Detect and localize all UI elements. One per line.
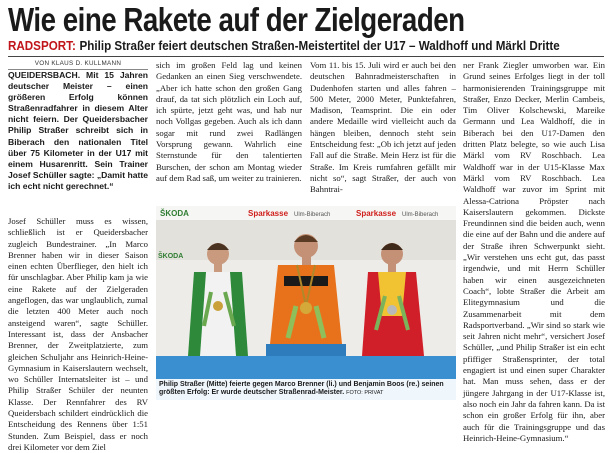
podium-illustration (156, 206, 456, 400)
subline-text: Philip Straßer feiert deutschen Straßen-Meistertitel der U17 – Waldhoff und Märkl Dritte (79, 39, 560, 53)
lead-paragraph (8, 70, 148, 208)
lead-text: Mit 15 Jahren deutscher Meister – einen größeren Erfolg können Straßenradfahrer in diesem Alter nicht feiern. Der Queidersbacher Philip Straßer schreibt sich in Biberach den nationalen Titel über 75 Kilometer in der U17 mit einem Husarenritt. Sein Trainer Josef Schüller sagte: „Damit hatte ich echt nicht gerechnet.“ (8, 70, 148, 191)
body-column-3: Vom 11. bis 15. Juli wird er auch bei den deutschen Bahnradmeisterschaften in Dudenhofen starten und alles fahren – 500 Meter, 2000 Meter, Punktefahren, Madison, Teamsprint. Die ein oder andere Medaille wird vielleicht auch da hängen bleiben, dennoch steht sein Entscheidung fest: „Ob ich jetzt auf jeden Fall auf die Straße. Mein Herz ist für die Straße. Im Kreis rumfahren gefällt mir nicht so“, sagt Straßer, der auch von Bahntrai- (310, 60, 456, 195)
podium-step-first (266, 344, 346, 356)
body-column-2: sich im großen Feld lag und keinen Gedanken an einen Sieg verschwendete. „Aber ich hatte schon den großen Gang drauf, da tat sich plötzlich ein Loch auf, ich spürte, jetzt geht was, und hab nur noch Vollgas gegeben. Auch als ich dann sogar mit rund zwei Radlängen Vorsprung gewann. Wahrlich eine Sternstunde für den talentierten Burschen, der schon am Montag wieder auf dem Rad saß, um weiter zu trainieren. (156, 60, 302, 183)
sponsor-logo: ŠKODA (158, 253, 184, 260)
dateline: QUEIDERSBACH. (8, 70, 81, 80)
article-subline (8, 39, 560, 53)
section-kicker: RADSPORT: (8, 39, 76, 53)
sponsor-logo: Ulm-Biberach (402, 212, 439, 218)
sponsor-logo: Ulm-Biberach (294, 212, 331, 218)
headline-rule (8, 56, 604, 57)
sponsor-logo: Sparkasse (248, 209, 289, 218)
sponsor-logo: ŠKODA (160, 209, 189, 218)
body-column-1: Josef Schüller muss es wissen, schließlich ist er Queidersbacher zugleich Bundestrainer. „In Marco Brenner haben wir in dieser Saison einen echten Überflieger, den hielt ich für unschlagbar. Aber Philip kam ja wie eine Rakete auf der Zielgeraden angeflogen, das war unglaublich, zumal die letzten 400 Meter auch noch ansteigend waren“, sagte Schüller. Interessant ist, dass der Ansbacher Brenner, der Zweitplatzierte, zum gleichen Schuljahr ans Heinrich-Heine-Gymnasium in Kaiserslautern wechselt, wo Schüller Internatsleiter ist – und Philip Straßer Schüler der neunten Klasse. Der Rennfahrer des RV Queidersbach schildert eindrücklich die Entscheidung des Rennens über 1:51 Stunden. Zum Beispiel, dass er noch drei Kilometer vor dem Ziel (8, 216, 148, 452)
podium-photo (156, 206, 456, 400)
photo-caption (156, 379, 456, 400)
body-column-4: ner Frank Ziegler umworben war. Ein Grund seines Erfolges liegt in der toll harmonisierenden Trainingsgruppe mit Straßer, Enzo Decker, Merlin Cambeis, Tim Oliver Kolschewski, Mareike Germann und Lea Waldhoff, die in Biberach bei den U17-Damen den dritten Platz belegte, so wie auch Lisa Märkl vom RV Roschbach. Lea Waldhoff war in der U15-Klasse Max Märkl vom RV Roschbach. Lea Waldhoff war zuvor im Sprint mit Alessa-Catriona Pröpster nach Kaiserslautern gekommen. Dickste Freundinnen sind die beiden auch, wenn die eine auf der Bahn und die andere auf der Straße ihren Schwerpunkt sieht. „Wir verstehen uns echt gut, das passt irgendwie, und mit Herrn Schüller haben wir einen ausgezeichneten Coach“, lobte Straßer die Arbeit am Elitegymnasium und die Zusammenarbeit mit dem Radsportverband. „Wir sind so stark wie seit Jahren nicht mehr“, versichert Josef Schüller, „und Philip Straßer ist ein echt pfiffiger Straßensprinter, der total engagiert ist und einen super Charakter hat. Man muss sehen, dass er der jüngere Jahrgang in der U17-Klasse ist, also noch ein Jahr da fahren kann. Da ist schon ein großer Erfolg für ihn, aber auch für die Trainingsgruppe und das Heinrich-Heine-Gymnasium.“ (463, 60, 605, 443)
sponsor-logo: Sparkasse (356, 209, 397, 218)
photo-credit: FOTO: PRIVAT (346, 390, 384, 397)
caption-text: Philip Straßer (Mitte) feierte gegen Marco Brenner (li.) und Benjamin Boos (re.) seinen größten Erfolg: Er wurde deutscher Straßenrad-Meister. (159, 380, 444, 397)
article-headline: Wie eine Rakete auf der Zielgeraden (8, 1, 465, 38)
byline: VON KLAUS D. KULLMANN (8, 60, 148, 70)
